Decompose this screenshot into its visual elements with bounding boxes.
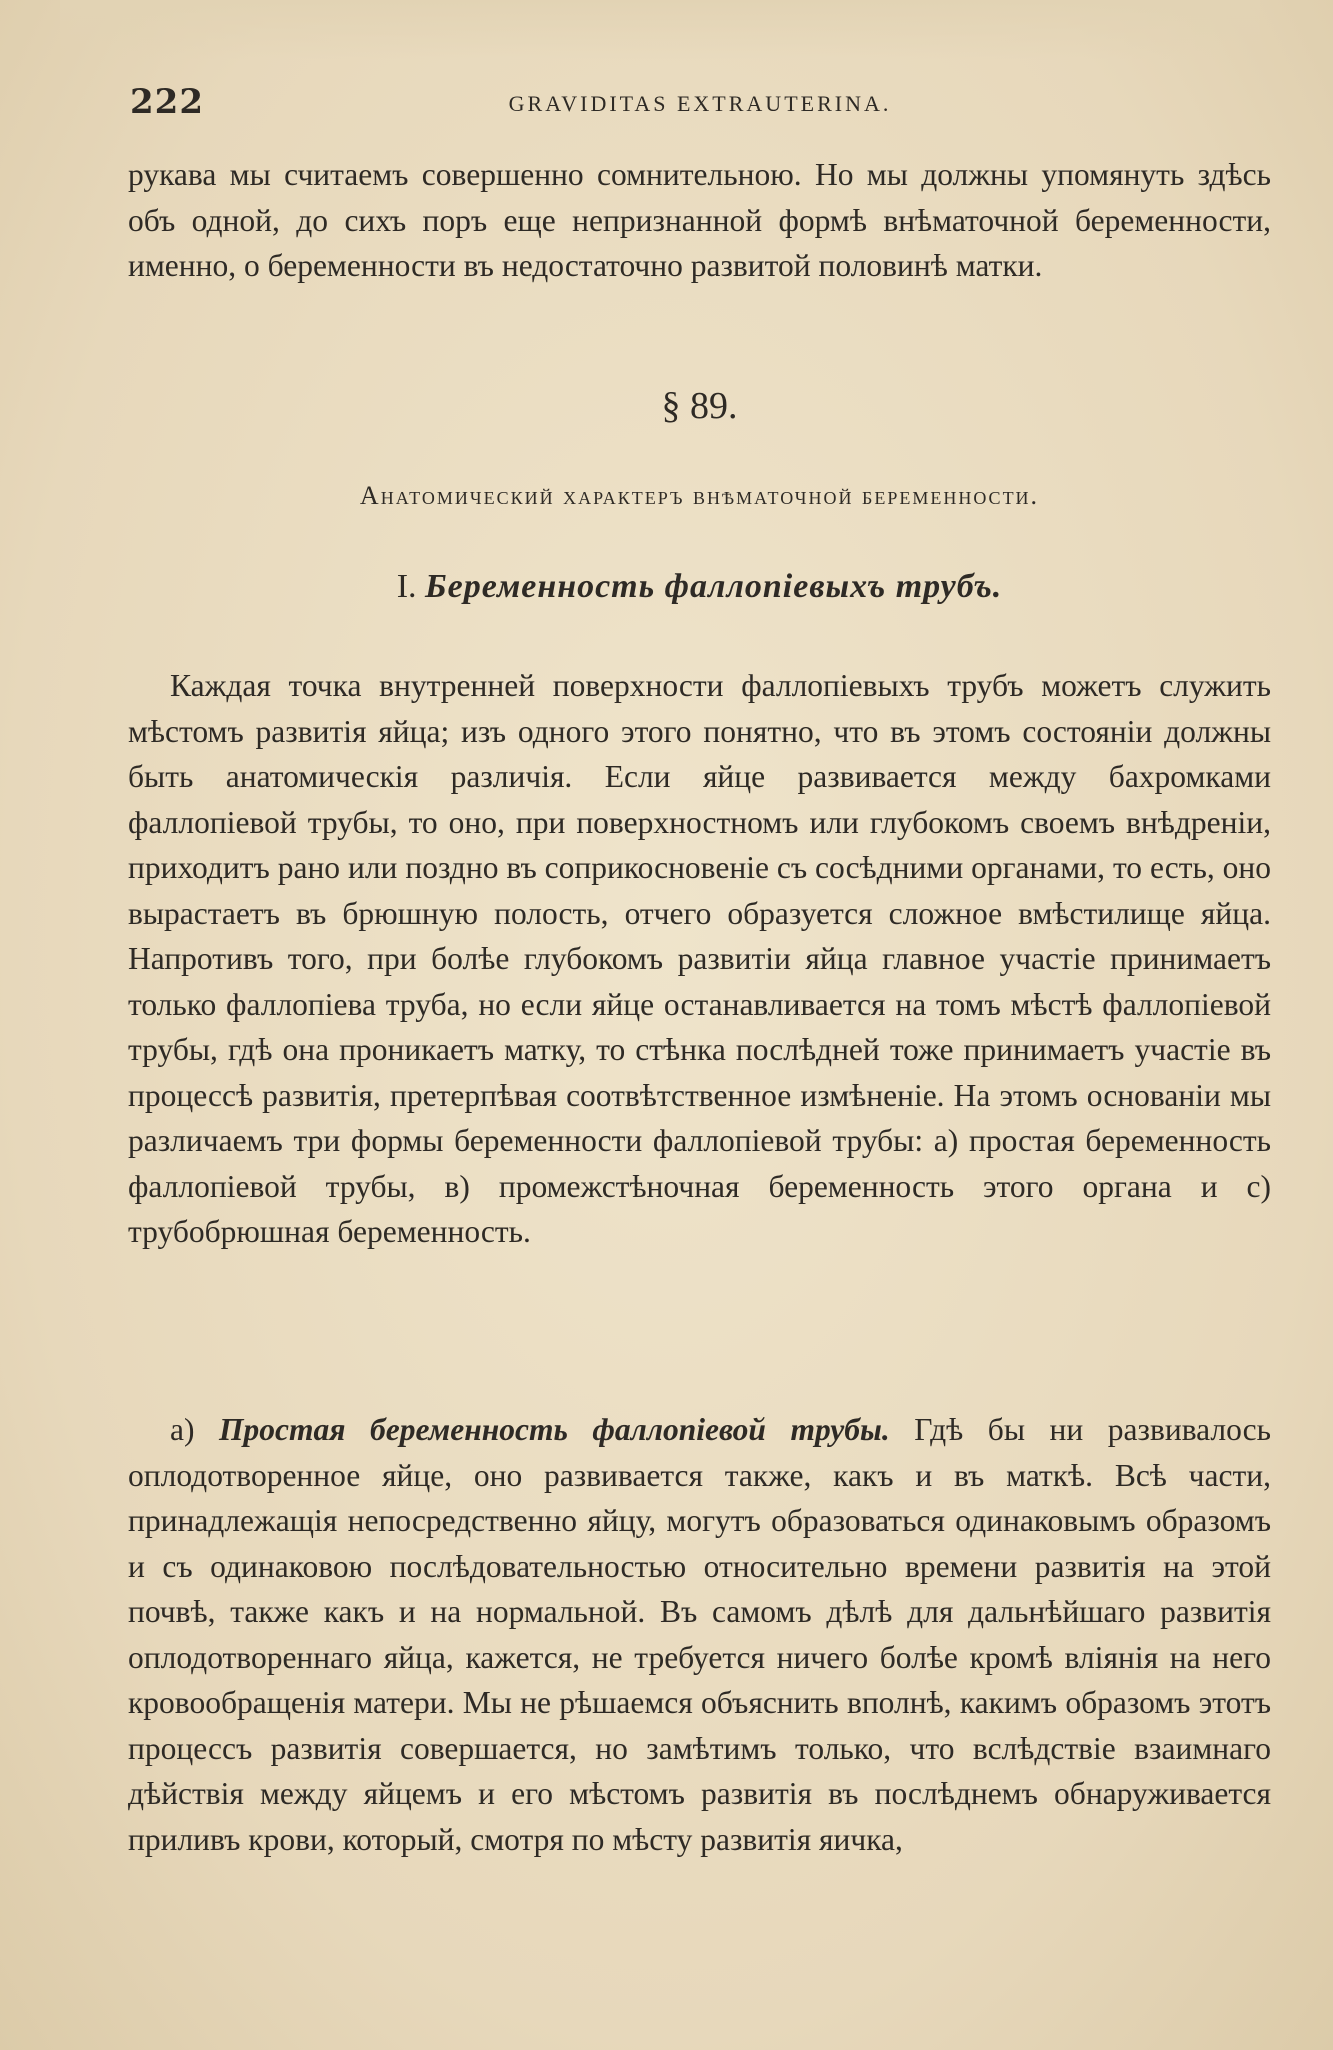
running-head: GRAVIDITAS EXTRAUTERINA. <box>508 91 892 116</box>
subsection-title: Беременность фаллопіевыхъ трубъ. <box>425 568 1003 605</box>
subsection-heading <box>128 568 1271 606</box>
paragraph-text: рукава мы считаемъ совершенно сомнительною. Но мы должны упомянуть здѣсь объ одной, до сихъ поръ еще непризнанной формѣ внѣматочной беременности, именно, о беременности въ недостаточно развитой половинѣ матки. <box>128 157 1271 283</box>
paragraph-a <box>128 1407 1271 1862</box>
paragraph-text: Каждая точка внутренней поверхности фаллопіевыхъ трубъ можетъ служить мѣстомъ развитія яйца; изъ одного этого понятно, что въ этомъ состояніи должны быть анатомическія различія. Если яйце развивается между бахромками фаллопіевой трубы, то оно, при поверхностномъ или глубокомъ своемъ внѣдреніи, приходитъ рано или поздно въ соприкосновеніе съ сосѣдними органами, то есть, оно вырастаетъ въ брюшную полость, отчего образуется сложное вмѣстилище яйца. Напротивъ того, при болѣе глубокомъ развитіи яйца главное участіе принимаетъ только фаллопіева труба, но если яйце останавливается на томъ мѣстѣ фаллопіевой трубы, гдѣ она проникаетъ матку, то стѣнка послѣдней тоже принимаетъ участіе въ процессѣ развитія, претерпѣвая соотвѣтственное измѣненіе. На этомъ основаніи мы различаемъ три формы беременности фаллопіевой трубы: а) простая беременность фаллопіевой трубы, в) промежстѣночная беременность этого органа и с) трубобрюшная беременность. <box>128 668 1271 1249</box>
paragraph-main <box>128 663 1271 1255</box>
page-number: 222 <box>130 82 204 122</box>
page-header <box>130 82 1270 122</box>
paragraph-continued <box>128 152 1271 289</box>
item-body: Гдѣ бы ни развивалось оплодотворенное яйце, оно развивается также, какъ и въ маткѣ. Всѣ части, принадлежащія непосредственно яйцу, могутъ образоваться одинаковымъ образомъ и съ одинаковою послѣдовательностью относительно времени развитія на этой почвѣ, также какъ и на нормальной. Въ самомъ дѣлѣ для дальнѣйшаго развитія оплодотвореннаго яйца, кажется, не требуется ничего болѣе кромѣ вліянія на него кровообращенія матери. Мы не рѣшаемся объяснить вполнѣ, какимъ образомъ этотъ процессъ развитія совершается, но замѣтимъ только, что вслѣдствіе взаимнаго дѣйствія между яйцемъ и его мѣстомъ развитія въ послѣднемъ обнаруживается приливъ крови, который, смотря по мѣсту развитія яичка, <box>128 1412 1272 1857</box>
subsection-number: I. <box>396 568 417 605</box>
item-lead-title: Простая беременность фаллопіевой трубы. <box>219 1412 890 1447</box>
paragraph-text <box>128 1407 1271 1862</box>
section-title: Анатомический характеръ внѣматочной беременности. <box>359 481 1040 510</box>
section-number: § 89. <box>661 385 738 427</box>
show-through-shadow <box>60 0 1260 60</box>
item-marker: а) <box>170 1412 195 1447</box>
